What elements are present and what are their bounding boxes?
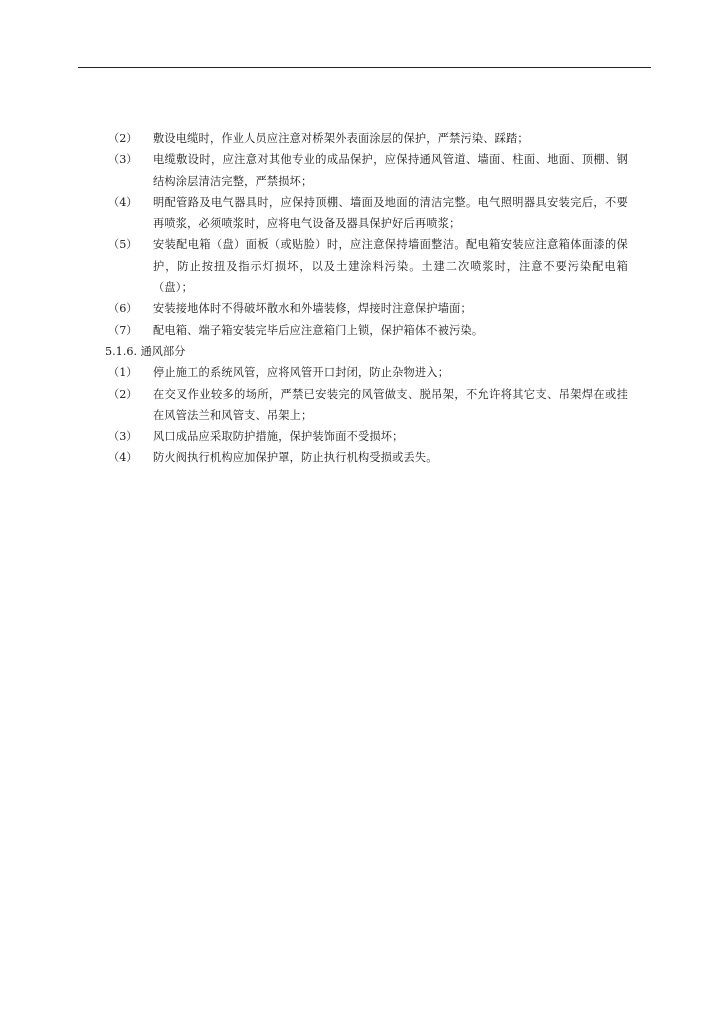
list-item [108,298,628,319]
item-text: 风口成品应采取防护措施，保护装饰面不受损坏； [153,430,404,444]
item-number: （5） [108,238,138,252]
list-item [108,320,628,341]
item-text: 安装接地体时不得破坏散水和外墙装修，焊接时注意保护墙面； [153,302,472,316]
list-item [108,362,628,383]
list-item [108,128,628,149]
list-item [108,149,628,192]
item-number: （7） [108,323,138,337]
item-text: 电缆敷设时，应注意对其他专业的成品保护，应保持通风管道、墙面、柱面、地面、顶棚、钢结构涂层清洁完整，严禁损坏； [153,153,628,188]
list-item [108,192,628,235]
document-body [105,128,628,469]
item-number: （3） [108,430,138,444]
item-number: （2） [108,387,138,401]
item-number: （1） [108,366,138,380]
item-text: 明配管路及电气器具时，应保持顶棚、墙面及地面的清洁完整。电气照明器具安装完后，不要再喷浆，必须喷浆时，应将电气设备及器具保护好后再喷浆； [153,195,628,231]
item-text: 防火阀执行机构应加保护罩，防止执行机构受损或丢失。 [153,451,438,465]
item-number: （3） [108,153,138,167]
item-number: （4） [108,195,138,209]
item-text: 配电箱、端子箱安装完毕后应注意箱门上锁，保护箱体不被污染。 [153,323,484,337]
item-number: （2） [108,132,138,145]
header-rule [78,67,651,68]
item-text: 敷设电缆时，作业人员应注意对桥架外表面涂层的保护，严禁污染、踩踏； [153,132,529,145]
section-heading: 5.1.6. 通风部分 [105,344,186,358]
list-item [108,384,628,427]
list-item [108,234,628,298]
item-text: 停止施工的系统风管，应将风管开口封闭，防止杂物进入； [153,366,450,380]
item-text: 安装配电箱（盘）面板（或贴脸）时，应注意保持墙面整洁。配电箱安装应注意箱体面漆的保护，防止按扭及指示灯损坏，以及土建涂料污染。土建二次喷浆时，注意不要污染配电箱（盘）； [153,238,628,295]
list-item [108,447,628,468]
list-item [108,426,628,447]
item-number: （6） [108,302,138,316]
item-text: 在交叉作业较多的场所，严禁已安装完的风管做支、脱吊架，不允许将其它支、吊架焊在或挂在风管法兰和风管支、吊架上； [153,387,628,422]
item-number: （4） [108,451,138,465]
